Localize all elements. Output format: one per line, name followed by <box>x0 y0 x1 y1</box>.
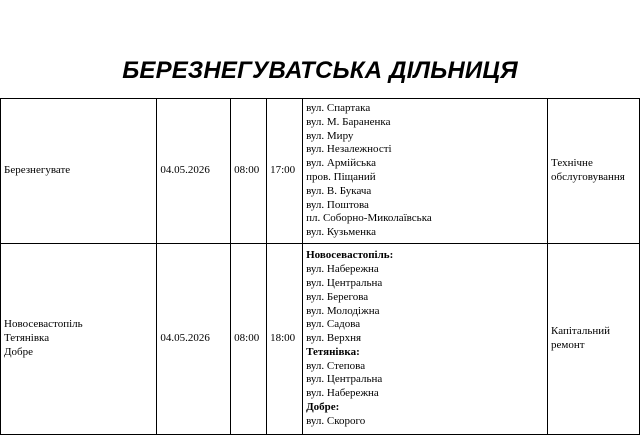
street-name: вул. Незалежності <box>306 143 392 156</box>
settlement-group-heading: Новосевастопіль: <box>306 249 394 262</box>
street-name: вул. Набережна <box>306 387 379 400</box>
street-name: вул. Миру <box>306 129 354 142</box>
outage-schedule-table <box>0 98 640 435</box>
settlement-name: Березнегувате <box>4 164 71 177</box>
work-type-line: Технічне <box>551 157 593 170</box>
settlement-group-heading: Добре: <box>306 401 340 414</box>
street-name: вул. Кузьменка <box>306 226 377 239</box>
table-row <box>1 244 640 435</box>
street-name: вул. Центральна <box>306 276 383 289</box>
street-name: вул. М. Бараненка <box>306 115 391 128</box>
street-name: вул. Берегова <box>306 290 369 303</box>
date-cell: 04.05.2026 <box>157 244 231 435</box>
end-time-cell: 18:00 <box>267 244 303 435</box>
work-type-cell <box>548 99 640 244</box>
settlement-group-heading: Тетянівка: <box>306 345 360 358</box>
start-time-cell: 08:00 <box>231 244 267 435</box>
street-name: вул. Скорого <box>306 414 366 427</box>
street-name: вул. Поштова <box>306 198 369 211</box>
settlement-cell <box>1 99 157 244</box>
street-name: пров. Піщаний <box>306 171 376 183</box>
work-type-line: обслуговування <box>551 171 625 183</box>
table-row <box>1 99 640 244</box>
settlement-name: Добре <box>4 345 33 358</box>
settlement-name: Новосевастопіль <box>4 318 83 331</box>
work-type-line: ремонт <box>551 339 585 351</box>
end-time-cell: 17:00 <box>267 99 303 244</box>
work-type-cell <box>548 244 640 435</box>
street-name: вул. Армійська <box>306 157 377 170</box>
start-time-cell: 08:00 <box>231 99 267 244</box>
street-name: вул. Степова <box>306 359 366 372</box>
date-cell: 04.05.2026 <box>157 99 231 244</box>
streets-cell <box>303 99 548 244</box>
work-type-line: Капітальний <box>551 325 611 338</box>
street-name: вул. Верхня <box>306 332 362 345</box>
page-title: БЕРЕЗНЕГУВАТСЬКА ДІЛЬНИЦЯ <box>122 57 518 84</box>
street-name: вул. Спартака <box>306 102 371 115</box>
street-name: пл. Соборно-Миколаївська <box>306 212 432 225</box>
street-name: вул. В. Букача <box>306 184 372 197</box>
street-name: вул. Центральна <box>306 373 383 386</box>
street-name: вул. Садова <box>306 318 361 331</box>
settlement-cell <box>1 244 157 435</box>
settlement-name: Тетянівка <box>4 332 50 345</box>
street-name: вул. Молодіжна <box>306 304 380 317</box>
street-name: вул. Набережна <box>306 263 379 276</box>
streets-cell <box>303 244 548 435</box>
